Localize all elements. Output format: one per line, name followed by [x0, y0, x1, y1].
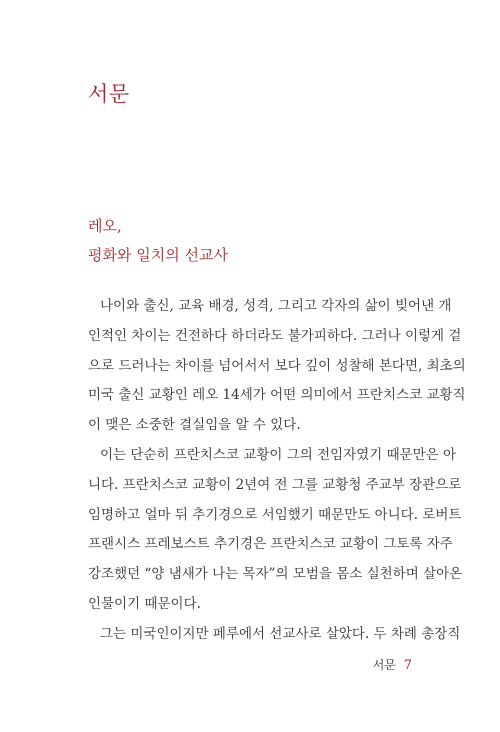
paragraph-2-line-1: 이는 단순히 프란치스코 교황이 그의 전임자였기 때문만은 아 — [100, 446, 457, 463]
section-heading — [88, 212, 228, 270]
paragraph-3-line-1: 그는 미국인이지만 페루에서 선교사로 살았다. 두 차례 총장직 — [100, 625, 461, 642]
paragraph-2-line-3: 임명하고 얼마 뒤 추기경으로 서임했기 때문만도 아니다. 로버트 — [88, 506, 462, 523]
section-heading-line-2: 평화와 일치의 선교사 — [88, 246, 228, 264]
paragraph-2-line-5: 강조했던 “양 냄새가 나는 목자”의 모범을 몸소 실천하며 살아온 — [88, 566, 463, 583]
page-footer — [373, 656, 412, 673]
paragraph-1-line-5: 이 맺은 소중한 결실임을 알 수 있다. — [88, 417, 301, 434]
chapter-title: 서문 — [88, 82, 130, 106]
paragraph-1-line-4: 미국 출신 교황인 레오 14세가 어떤 의미에서 프란치스코 교황직 — [88, 387, 466, 404]
paragraph-1-line-2: 인적인 차이는 건전하다 하더라도 불가피하다. 그러나 이렇게 겉 — [88, 327, 462, 344]
body-text — [88, 292, 466, 650]
paragraph-1-line-1: 나이와 출신, 교육 배경, 성격, 그리고 각자의 삶이 빚어낸 개 — [100, 298, 452, 314]
section-heading-line-1: 레오, — [88, 217, 122, 235]
paragraph-2-line-4: 프랜시스 프레보스트 추기경은 프란치스코 교황이 그토록 자주 — [88, 536, 453, 553]
paragraph-1-line-3: 으로 드러나는 차이를 넘어서서 보다 깊이 성찰해 본다면, 최초의 — [88, 357, 466, 374]
paragraph-2-line-2: 니다. 프란치스코 교황이 2년여 전 그를 교황청 주교부 장관으로 — [88, 476, 462, 493]
running-head: 서문 — [372, 658, 396, 672]
page-number: 7 — [403, 658, 412, 673]
paragraph-2-line-6: 인물이기 때문이다. — [88, 595, 201, 612]
